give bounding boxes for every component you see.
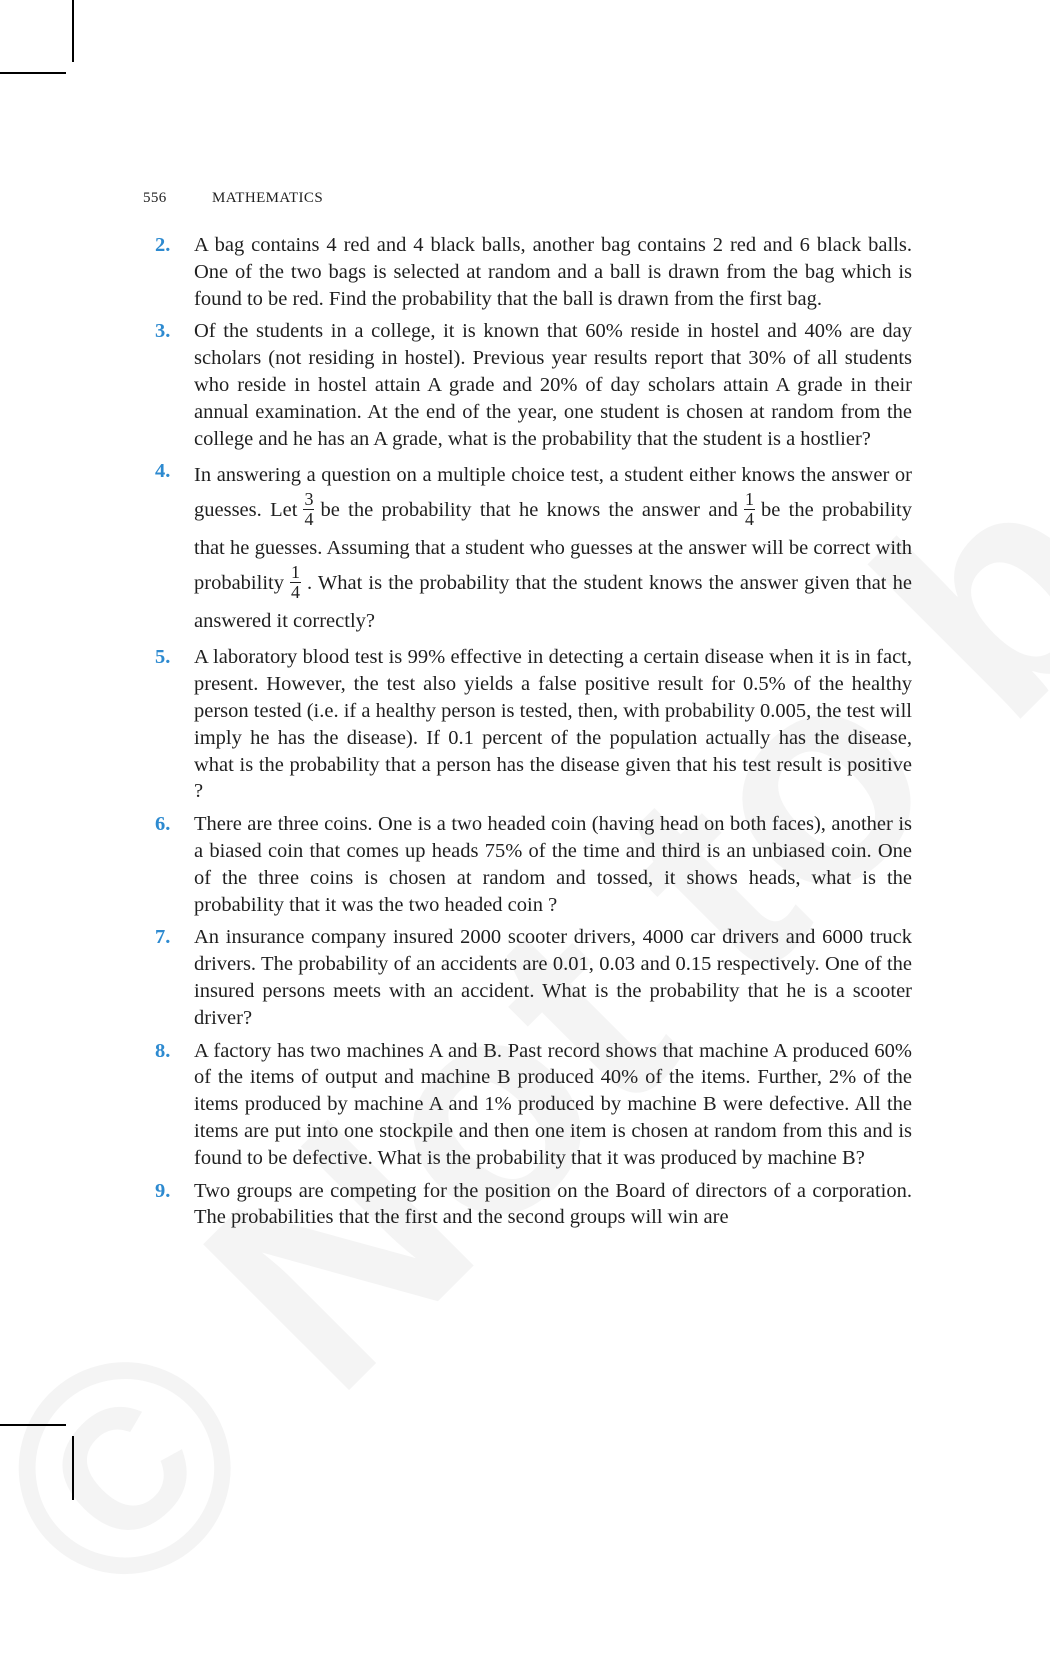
question-3 xyxy=(155,318,912,452)
question-9 xyxy=(155,1178,912,1232)
question-text: A laboratory blood test is 99% effective in detecting a certain disease when it is in fact, present. However, the test also yields a false positive result for 0.5% of the healthy person tested (i.e. if a healthy person is tested, then, with probability 0.005, the test will imply he has the disease). If 0.1 percent of the population actually has the disease, what is the probability that a person has the disease given that his test result is positive ? xyxy=(194,646,912,803)
page-number: 556 xyxy=(143,190,167,206)
question-text: An insurance company insured 2000 scooter drivers, 4000 car drivers and 6000 truck drivers. The probability of an accidents are 0.01, 0.03 and 0.15 respectively. One of the insured persons meets with an accident. What is the probability that he is a scooter driver? xyxy=(194,926,912,1029)
question-number: 2. xyxy=(155,234,171,256)
question-number: 4. xyxy=(155,460,171,483)
crop-mark-top-horizontal xyxy=(0,72,66,74)
question-6 xyxy=(155,811,912,918)
question-number: 8. xyxy=(155,1039,171,1062)
question-text: be the probability that he knows the answer and xyxy=(320,499,738,522)
question-5 xyxy=(155,644,912,805)
question-number: 7. xyxy=(155,926,171,949)
crop-mark-top-vertical xyxy=(72,0,74,62)
question-text: Of the students in a college, it is known that 60% reside in hostel and 40% are day scholars (not residing in hostel). Previous year results report that 30% of all students who reside in hostel attain A grade and 20% of day scholars attain A grade in their annual examination. At the end of the year, one student is chosen at random from the college and he has an A grade, what is the probability that the student is a hostlier? xyxy=(194,320,912,450)
crop-mark-bottom-horizontal xyxy=(0,1424,66,1426)
page-title: MATHEMATICS xyxy=(212,190,324,206)
question-text: be the probability that he guesses. Assuming that a student who guesses at the answer will be correct with probability xyxy=(194,499,912,595)
crop-mark-bottom-vertical xyxy=(72,1436,74,1500)
fraction-three-quarters: $\frac{3}{4}$ xyxy=(304,489,314,530)
question-4 xyxy=(155,458,912,638)
fraction-one-quarter: $\frac{1}{4}$ xyxy=(290,562,300,603)
question-2 xyxy=(155,232,912,312)
question-text: A factory has two machines A and B. Past record shows that machine A produced 60% of the items of output and machine B produced 40% of the items. Further, 2% of the items produced by machine A and 1% produced by machine B were defective. All the items are put into one stockpile and then one item is chosen at random from this and is found to be defective. What is the probability that it was produced by machine B? xyxy=(194,1039,912,1169)
question-number: 9. xyxy=(155,1179,171,1202)
question-text: . What is the probability that the student knows the answer given that he answered it correctly? xyxy=(194,572,912,633)
exercise-list xyxy=(155,232,912,1237)
running-head xyxy=(143,190,323,207)
question-number: 3. xyxy=(155,320,171,343)
fraction-one-quarter: $\frac{1}{4}$ xyxy=(744,489,754,530)
question-text: A bag contains 4 red and 4 black balls, another bag contains 2 red and 6 black balls. One of the two bags is selected at random and a ball is drawn from the bag which is found to be red. Find the probability that the ball is drawn from the first bag. xyxy=(194,234,912,310)
question-text: In answering a question on a multiple choice test, a student either knows the answer or guesses. Let xyxy=(194,464,912,522)
question-8 xyxy=(155,1038,912,1172)
question-text: Two groups are competing for the position on the Board of directors of a corporation. The probabilities that the first and the second groups will win are xyxy=(194,1179,912,1229)
question-number: 6. xyxy=(155,813,171,836)
question-number: 5. xyxy=(155,646,171,669)
question-text: There are three coins. One is a two headed coin (having head on both faces), another is a biased coin that comes up heads 75% of the time and third is an unbiased coin. One of the three coins is chosen at random and tossed, it shows heads, what is the probability that it was the two headed coin ? xyxy=(194,813,912,916)
question-7 xyxy=(155,924,912,1031)
